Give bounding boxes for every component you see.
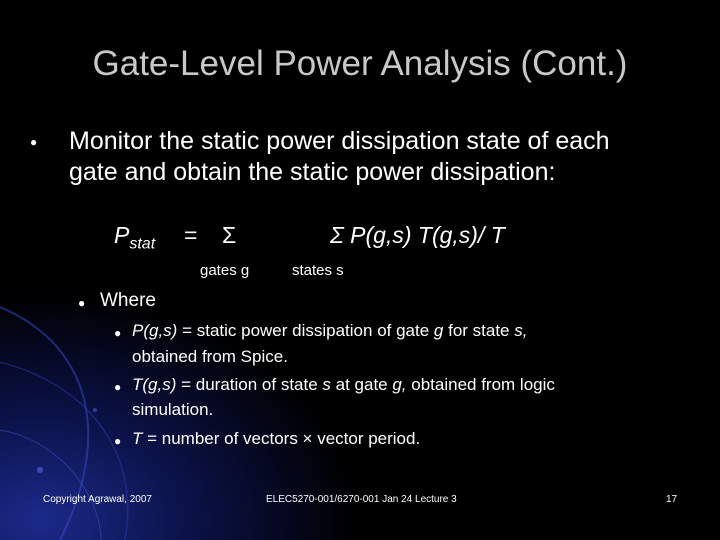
footer-page-number: 17 xyxy=(666,494,678,505)
definition-1-line-2: obtained from Spice. xyxy=(132,347,288,366)
formula-p: P xyxy=(114,222,130,248)
bullet-dot: ● xyxy=(114,434,122,448)
bullet-1-line-2: gate and obtain the static power dissipation: xyxy=(69,158,556,186)
slide-title: Gate-Level Power Analysis (Cont.) xyxy=(92,44,628,83)
bullet-dot: ● xyxy=(114,380,122,394)
definition-1-line-1: P(g,s) = static power dissipation of gate g for state s, xyxy=(132,321,528,340)
definition-3: T = number of vectors × vector period. xyxy=(132,429,421,448)
footer-course: ELEC5270-001/6270-001 Jan 24 Lecture 3 xyxy=(266,494,457,505)
definition-2-line-2: simulation. xyxy=(132,400,214,419)
footer-copyright: Copyright Agrawal, 2007 xyxy=(43,494,152,505)
formula-under-states: states s xyxy=(292,262,344,279)
bullet-dot: ● xyxy=(78,296,86,310)
bullet-where: Where xyxy=(100,290,156,311)
bullet-dot: ● xyxy=(114,326,122,340)
formula-under-gates: gates g xyxy=(200,262,250,279)
formula-lhs xyxy=(114,222,155,254)
formula-p-sub: stat xyxy=(129,235,156,253)
bullet-1-line-1: Monitor the static power dissipation state of each xyxy=(69,127,610,155)
definition-2-line-1: T(g,s) = duration of state s at gate g, obtained from logic xyxy=(132,375,555,394)
formula-rhs: Σ P(g,s) T(g,s)/ T xyxy=(330,222,505,248)
formula-equals: = xyxy=(184,222,198,248)
formula-sigma-gates: Σ xyxy=(222,222,237,248)
bullet-dot: ● xyxy=(30,135,38,149)
